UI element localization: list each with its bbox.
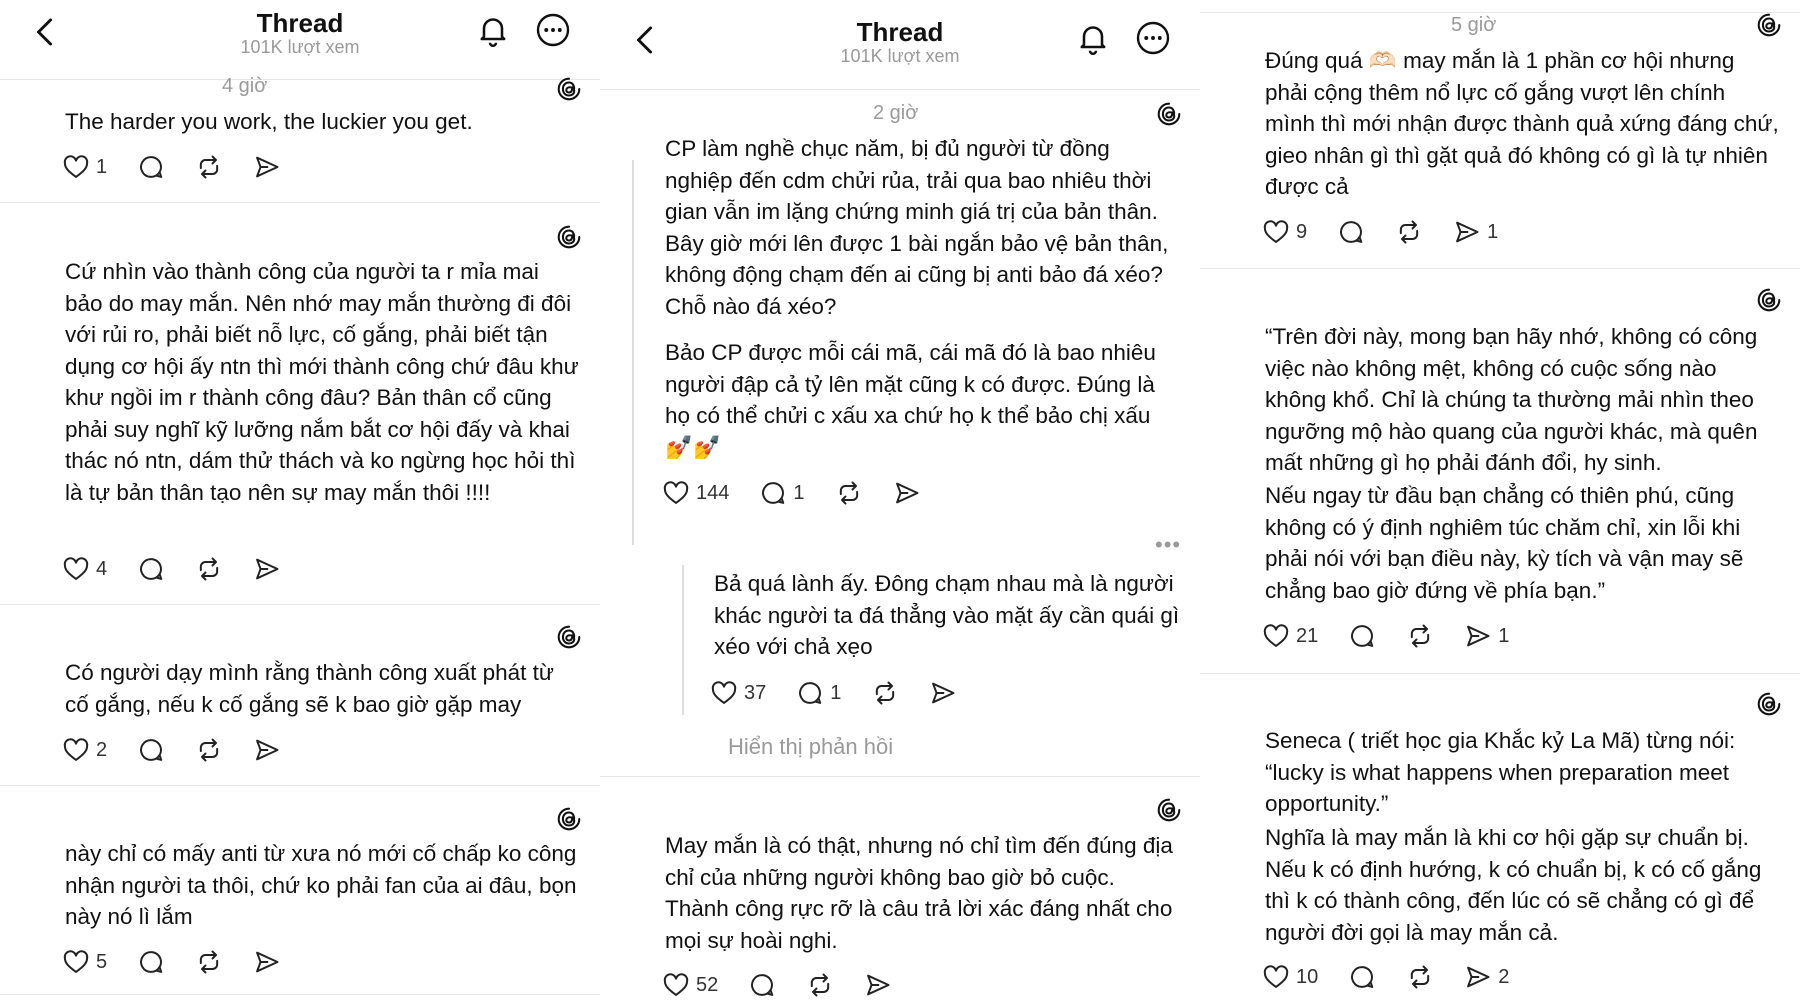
- like-count: 2: [96, 738, 108, 761]
- header-title: Thread: [256, 8, 344, 38]
- post-text-continued: Nghĩa là may mắn là khi cơ hội gặp sự chuẩn bị. Nếu k có định hướng, k có chuẩn bị, k có cố gắng thì k có thành công, đến lúc có sẽ chẳng có gì để người đời gọi là may mắn cả.: [1265, 825, 1762, 945]
- post-actions: [62, 553, 311, 585]
- thread-panel-middle: [600, 0, 1200, 1000]
- like-button[interactable]: [710, 679, 766, 707]
- post-text: May mắn là có thật, nhưng nó chỉ tìm đến đúng địa chỉ của những người không bao giờ bỏ cuộc. Thành công rực rỡ là câu trả lời xác đáng nhất cho mọi sự hoài nghi.: [665, 833, 1173, 953]
- comment-count: 1: [830, 681, 842, 704]
- heart-icon: [662, 971, 690, 999]
- comment-button[interactable]: [748, 971, 776, 999]
- bell-icon[interactable]: [475, 12, 511, 48]
- heart-icon: [62, 736, 90, 764]
- share-button[interactable]: [253, 736, 281, 764]
- send-icon: [253, 153, 281, 181]
- post-actions: [1262, 620, 1539, 652]
- like-button[interactable]: [62, 555, 107, 583]
- repost-button[interactable]: [195, 948, 223, 976]
- repost-icon: [1406, 622, 1434, 650]
- post-actions: [662, 477, 951, 509]
- repost-icon: [871, 679, 899, 707]
- threads-logo-icon: [1756, 287, 1782, 313]
- comment-icon: [1337, 218, 1365, 246]
- post-text: Đúng quá 🫶🏻 may mắn là 1 phần cơ hội nhưng phải cộng thêm nổ lực cố gắng vượt lên chính mình thì mới nhận được thành quả xứng đáng chứ, gieo nhân gì thì gặt quả đó không có gì là tự nhiên được cả: [1265, 48, 1779, 199]
- more-icon[interactable]: [535, 12, 571, 48]
- repost-icon: [195, 948, 223, 976]
- send-icon: [1464, 622, 1492, 650]
- like-count: 21: [1296, 624, 1319, 647]
- post-text-continued: Nếu ngay từ đầu bạn chẳng có thiên phú, cũng không có ý định nghiêm túc chăm chỉ, xin lỗi khi phải nói với bạn điều này, kỳ tích và vận may sẽ chẳng bao giờ đứng về phía bạn.”: [1265, 483, 1744, 603]
- send-icon: [1453, 218, 1481, 246]
- send-icon: [893, 479, 921, 507]
- like-count: 4: [96, 557, 108, 580]
- like-count: 5: [96, 950, 108, 973]
- heart-icon: [662, 479, 690, 507]
- threads-logo-icon: [1156, 101, 1182, 127]
- share-count: 1: [1498, 624, 1510, 647]
- like-button[interactable]: [1262, 218, 1307, 246]
- send-icon: [253, 948, 281, 976]
- like-button[interactable]: [62, 153, 107, 181]
- more-icon[interactable]: [1135, 20, 1171, 56]
- like-count: 1: [96, 155, 108, 178]
- comment-icon: [748, 971, 776, 999]
- comment-icon: [137, 736, 165, 764]
- comment-button[interactable]: [759, 479, 804, 507]
- repost-icon: [1406, 963, 1434, 991]
- comment-button[interactable]: [1337, 218, 1365, 246]
- share-button[interactable]: [893, 479, 921, 507]
- post-text: Seneca ( triết học gia Khắc kỷ La Mã) từng nói: “lucky is what happens when preparation meet opportunity.”: [1265, 728, 1736, 816]
- post-text-continued: Bảo CP được mỗi cái mã, cái mã đó là bao nhiêu người đập cả tỷ lên mặt cũng k có được. Đúng là họ có thể chửi c xấu xa chứ họ k thể bảo chị xấu: [665, 340, 1156, 428]
- repost-button[interactable]: [195, 555, 223, 583]
- repost-button[interactable]: [195, 153, 223, 181]
- more-options-icon[interactable]: •••: [1155, 532, 1182, 557]
- like-button[interactable]: [662, 971, 718, 999]
- post-text: này chỉ có mấy anti từ xưa nó mới cố chấp ko công nhận người ta thôi, chứ ko phải fan của ai đâu, bọn này nó lì lắm: [65, 841, 577, 929]
- like-count: 52: [696, 973, 719, 996]
- threads-logo-icon: [556, 806, 582, 832]
- comment-button[interactable]: [137, 948, 165, 976]
- share-count: 1: [1487, 220, 1499, 243]
- post-actions: [710, 677, 987, 709]
- header-title: Thread: [856, 17, 944, 47]
- repost-icon: [195, 555, 223, 583]
- share-button[interactable]: [1464, 963, 1509, 991]
- heart-icon: [62, 948, 90, 976]
- post-actions: [62, 151, 311, 183]
- comment-icon: [137, 153, 165, 181]
- post-text: Có người dạy mình rằng thành công xuất phát từ cố gắng, nếu k cố gắng sẽ k bao giờ gặp may: [65, 660, 554, 717]
- send-icon: [253, 736, 281, 764]
- like-button[interactable]: [1262, 963, 1318, 991]
- thread-panel-right: [1200, 0, 1800, 1000]
- show-replies-link[interactable]: Hiển thị phản hồi: [728, 734, 894, 759]
- repost-button[interactable]: [195, 736, 223, 764]
- share-button[interactable]: [253, 153, 281, 181]
- threads-logo-icon: [1156, 797, 1182, 823]
- repost-button[interactable]: [871, 679, 899, 707]
- reply-connector-line: [682, 565, 684, 715]
- repost-icon: [1395, 218, 1423, 246]
- header-views: 101K lượt xem: [840, 46, 960, 66]
- heart-icon: [1262, 963, 1290, 991]
- thread-panel-left: [0, 0, 600, 1000]
- heart-icon: [1262, 218, 1290, 246]
- comment-button[interactable]: [137, 736, 165, 764]
- heart-icon: [710, 679, 738, 707]
- post-time: 2 giờ: [873, 102, 919, 124]
- comment-button[interactable]: [796, 679, 841, 707]
- heart-icon: [62, 153, 90, 181]
- like-count: 37: [744, 681, 767, 704]
- repost-button[interactable]: [1395, 218, 1423, 246]
- repost-icon: [806, 971, 834, 999]
- post-actions: [1262, 216, 1528, 248]
- send-icon: [929, 679, 957, 707]
- thread-connector-line: [632, 160, 634, 545]
- bell-icon[interactable]: [1075, 20, 1111, 56]
- post-actions: [1262, 961, 1539, 993]
- repost-button[interactable]: [806, 971, 834, 999]
- like-button[interactable]: [1262, 622, 1318, 650]
- like-button[interactable]: [62, 736, 107, 764]
- threads-logo-icon: [556, 624, 582, 650]
- header-views: 101K lượt xem: [240, 37, 360, 57]
- comment-button[interactable]: [1348, 963, 1376, 991]
- like-button[interactable]: [662, 479, 729, 507]
- share-button[interactable]: [864, 971, 892, 999]
- comment-button[interactable]: [137, 555, 165, 583]
- share-button[interactable]: [253, 555, 281, 583]
- thread-header: [0, 0, 600, 90]
- threads-logo-icon: [556, 224, 582, 250]
- comment-icon: [759, 479, 787, 507]
- share-button[interactable]: [253, 948, 281, 976]
- post-text: The harder you work, the luckier you get.: [65, 109, 473, 134]
- comment-count: 1: [793, 481, 805, 504]
- share-button[interactable]: [1464, 622, 1509, 650]
- post-text: CP làm nghề chục năm, bị đủ người từ đồng nghiệp đến cdm chửi rủa, trải qua bao nhiêu thời gian vẫn im lặng chứng minh giá trị của bản thân. Bây giờ mới lên được 1 bài ngắn bảo vệ bản thân, không động chạm đến ai cũng bị anti bảo đá xéo? Chỗ nào đá xéo?: [665, 136, 1169, 319]
- send-icon: [1464, 963, 1492, 991]
- share-count: 2: [1498, 965, 1510, 988]
- share-button[interactable]: [929, 679, 957, 707]
- repost-button[interactable]: [1406, 622, 1434, 650]
- comment-icon: [796, 679, 824, 707]
- comment-button[interactable]: [137, 153, 165, 181]
- post-actions: [62, 734, 311, 766]
- comment-icon: [137, 948, 165, 976]
- repost-icon: [195, 736, 223, 764]
- post-time: 5 giờ: [1451, 14, 1497, 36]
- comment-button[interactable]: [1348, 622, 1376, 650]
- share-button[interactable]: [1453, 218, 1498, 246]
- like-count: 10: [1296, 965, 1319, 988]
- post-text: Cứ nhìn vào thành công của người ta r mỉa mai bảo do may mắn. Nên nhớ may mắn thường đi đôi với rủi ro, phải biết nỗ lực, cố gắng, phải biết tận dụng cơ hội ấy ntn thì mới thành công chứ đâu khư khư ngồi im r thành công đâu? Bản thân cổ cũng phải suy nghĩ kỹ lưỡng nắm bắt cơ hội đấy và khai thác nó ntn, dám thử thách và ko ngừng học hỏi thì là tự bản thân tạo nên sự may mắn thôi !!!!: [65, 259, 579, 505]
- post-text: Bả quá lành ấy. Đông chạm nhau mà là người khác người ta đá thẳng vào mặt ấy cần quái gì xéo với chả xẹo: [714, 571, 1180, 659]
- repost-icon: [195, 153, 223, 181]
- post-text: “Trên đời này, mong bạn hãy nhớ, không có công việc nào không mệt, không có cuộc sống nào không khổ. Chỉ là chúng ta thường mải nhìn theo ngưỡng mộ hào quang của người khác, mà quên mất những gì họ phải đánh đổi, hy sinh.: [1265, 324, 1758, 475]
- post-time: 4 giờ: [222, 75, 268, 97]
- comment-icon: [1348, 963, 1376, 991]
- thread-header: [600, 0, 1200, 90]
- post-actions: [62, 946, 311, 978]
- send-icon: [253, 555, 281, 583]
- comment-icon: [1348, 622, 1376, 650]
- threads-logo-icon: [1756, 691, 1782, 717]
- like-count: 144: [696, 481, 730, 504]
- threads-logo-icon: [556, 76, 582, 102]
- like-count: 9: [1296, 220, 1308, 243]
- repost-button[interactable]: [835, 479, 863, 507]
- repost-button[interactable]: [1406, 963, 1434, 991]
- post-actions: [662, 969, 922, 1000]
- send-icon: [864, 971, 892, 999]
- threads-logo-icon: [1756, 12, 1782, 38]
- post-emoji: 💅💅: [665, 435, 722, 460]
- like-button[interactable]: [62, 948, 107, 976]
- repost-icon: [835, 479, 863, 507]
- comment-icon: [137, 555, 165, 583]
- heart-icon: [1262, 622, 1290, 650]
- heart-icon: [62, 555, 90, 583]
